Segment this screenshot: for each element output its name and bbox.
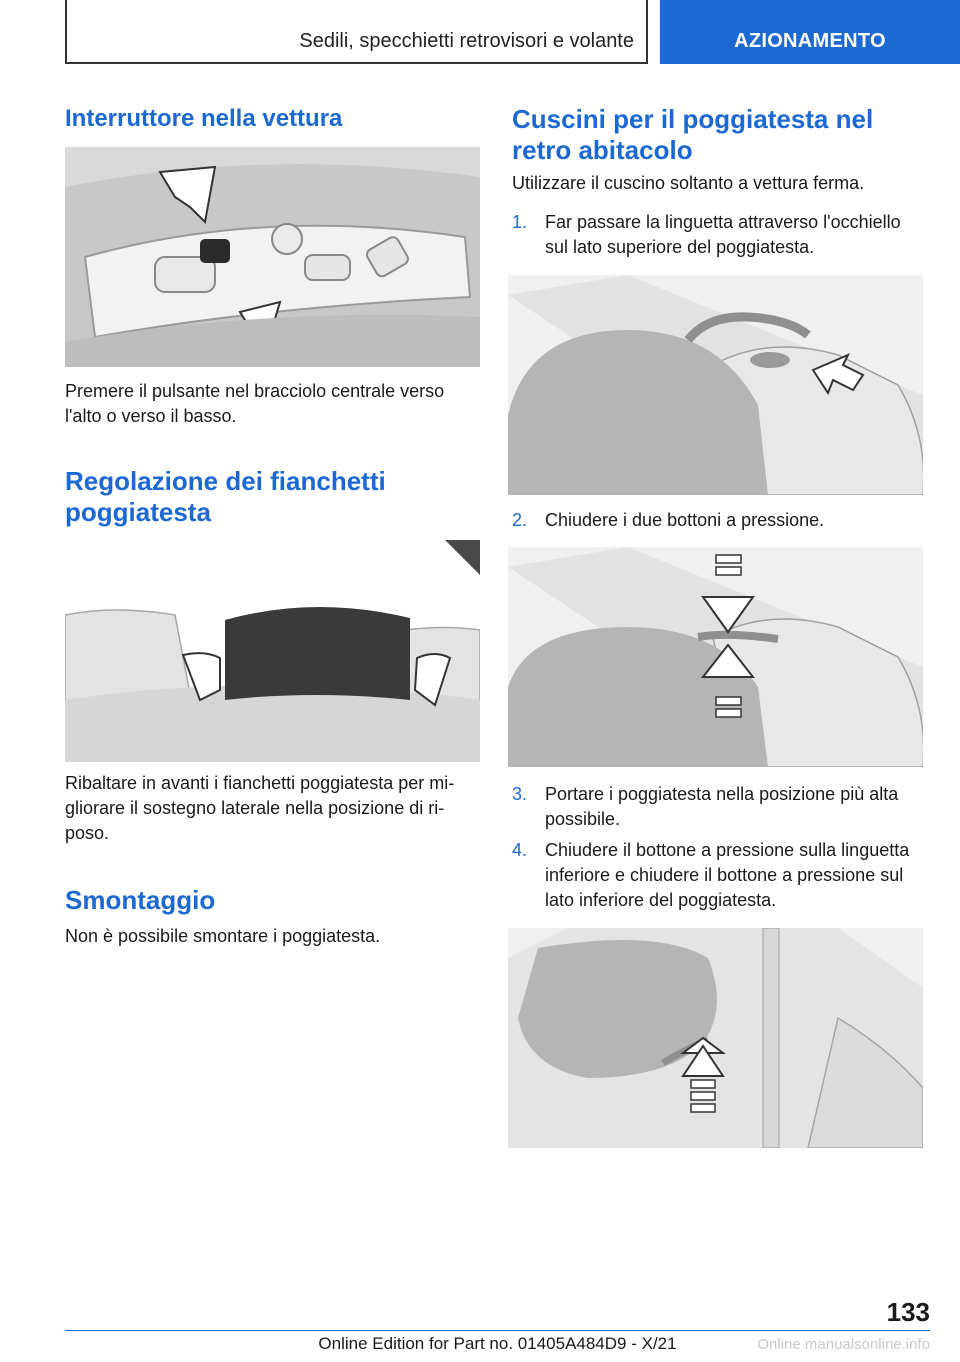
heading-remove: Smontaggio bbox=[65, 885, 216, 915]
step-1 bbox=[512, 210, 930, 262]
step-text: Chiudere i due bottoni a pressione. bbox=[545, 510, 825, 530]
header-chapter-box bbox=[65, 0, 648, 64]
heading-cushion: Cuscini per il poggiatesta nel retro abitacolo bbox=[512, 104, 874, 165]
step-number: 4. bbox=[512, 840, 528, 860]
cushion-step2-figure bbox=[508, 547, 923, 767]
step-text: Chiudere il bottone a pressione sulla linguetta inferiore e chiudere il bottone a pressione sul lato inferiore del poggiatesta. bbox=[545, 840, 910, 910]
paragraph-switch: Premere il pulsante nel bracciolo centrale verso l'alto o verso il basso. bbox=[65, 381, 445, 426]
heading-wings: Regolazione dei fianchetti poggiatesta bbox=[65, 466, 386, 527]
page-number: 133 bbox=[886, 1297, 930, 1327]
section-label: AZIONAMENTO bbox=[734, 30, 886, 52]
cushion-step4-figure bbox=[508, 928, 923, 1148]
paragraph-cushion-intro: Utilizzare il cuscino soltanto a vettura ferma. bbox=[512, 173, 865, 193]
step-number: 1. bbox=[512, 212, 528, 232]
step-number: 2. bbox=[512, 510, 528, 530]
paragraph-wings: Ribaltare in avanti i fianchetti poggiatesta per mi- gliorare il sostegno laterale nella posizione di ri- poso. bbox=[65, 773, 455, 843]
armrest-switch-illustration bbox=[65, 147, 480, 367]
cushion-tab-eyelet-illustration bbox=[508, 275, 923, 495]
footer-divider bbox=[65, 1330, 930, 1331]
armrest-switch-figure bbox=[65, 147, 480, 367]
headrest-wings-figure bbox=[65, 540, 480, 762]
headrest-wings-illustration bbox=[65, 540, 480, 762]
step-text: Portare i poggiatesta nella posizione più alta possibile. bbox=[545, 784, 899, 829]
footer-edition: Online Edition for Part no. 01405A484D9 - X/21 bbox=[318, 1334, 677, 1353]
step-4 bbox=[512, 838, 930, 916]
step-text: Far passare la linguetta attraverso l'occhiello sul lato superiore del poggiatesta. bbox=[545, 212, 901, 257]
step-3 bbox=[512, 782, 930, 834]
header-section-tab[interactable] bbox=[660, 0, 960, 64]
step-2 bbox=[512, 508, 930, 534]
cushion-step1-figure bbox=[508, 275, 923, 495]
cushion-lower-button-illustration bbox=[508, 928, 923, 1148]
chapter-title: Sedili, specchietti retrovisori e volante bbox=[299, 30, 634, 52]
step-number: 3. bbox=[512, 784, 528, 804]
watermark: Online manualsonline.info bbox=[757, 1336, 930, 1353]
heading-switch: Interruttore nella vettura bbox=[65, 105, 343, 132]
paragraph-remove: Non è possibile smontare i poggiatesta. bbox=[65, 926, 381, 946]
cushion-press-buttons-illustration bbox=[508, 547, 923, 767]
